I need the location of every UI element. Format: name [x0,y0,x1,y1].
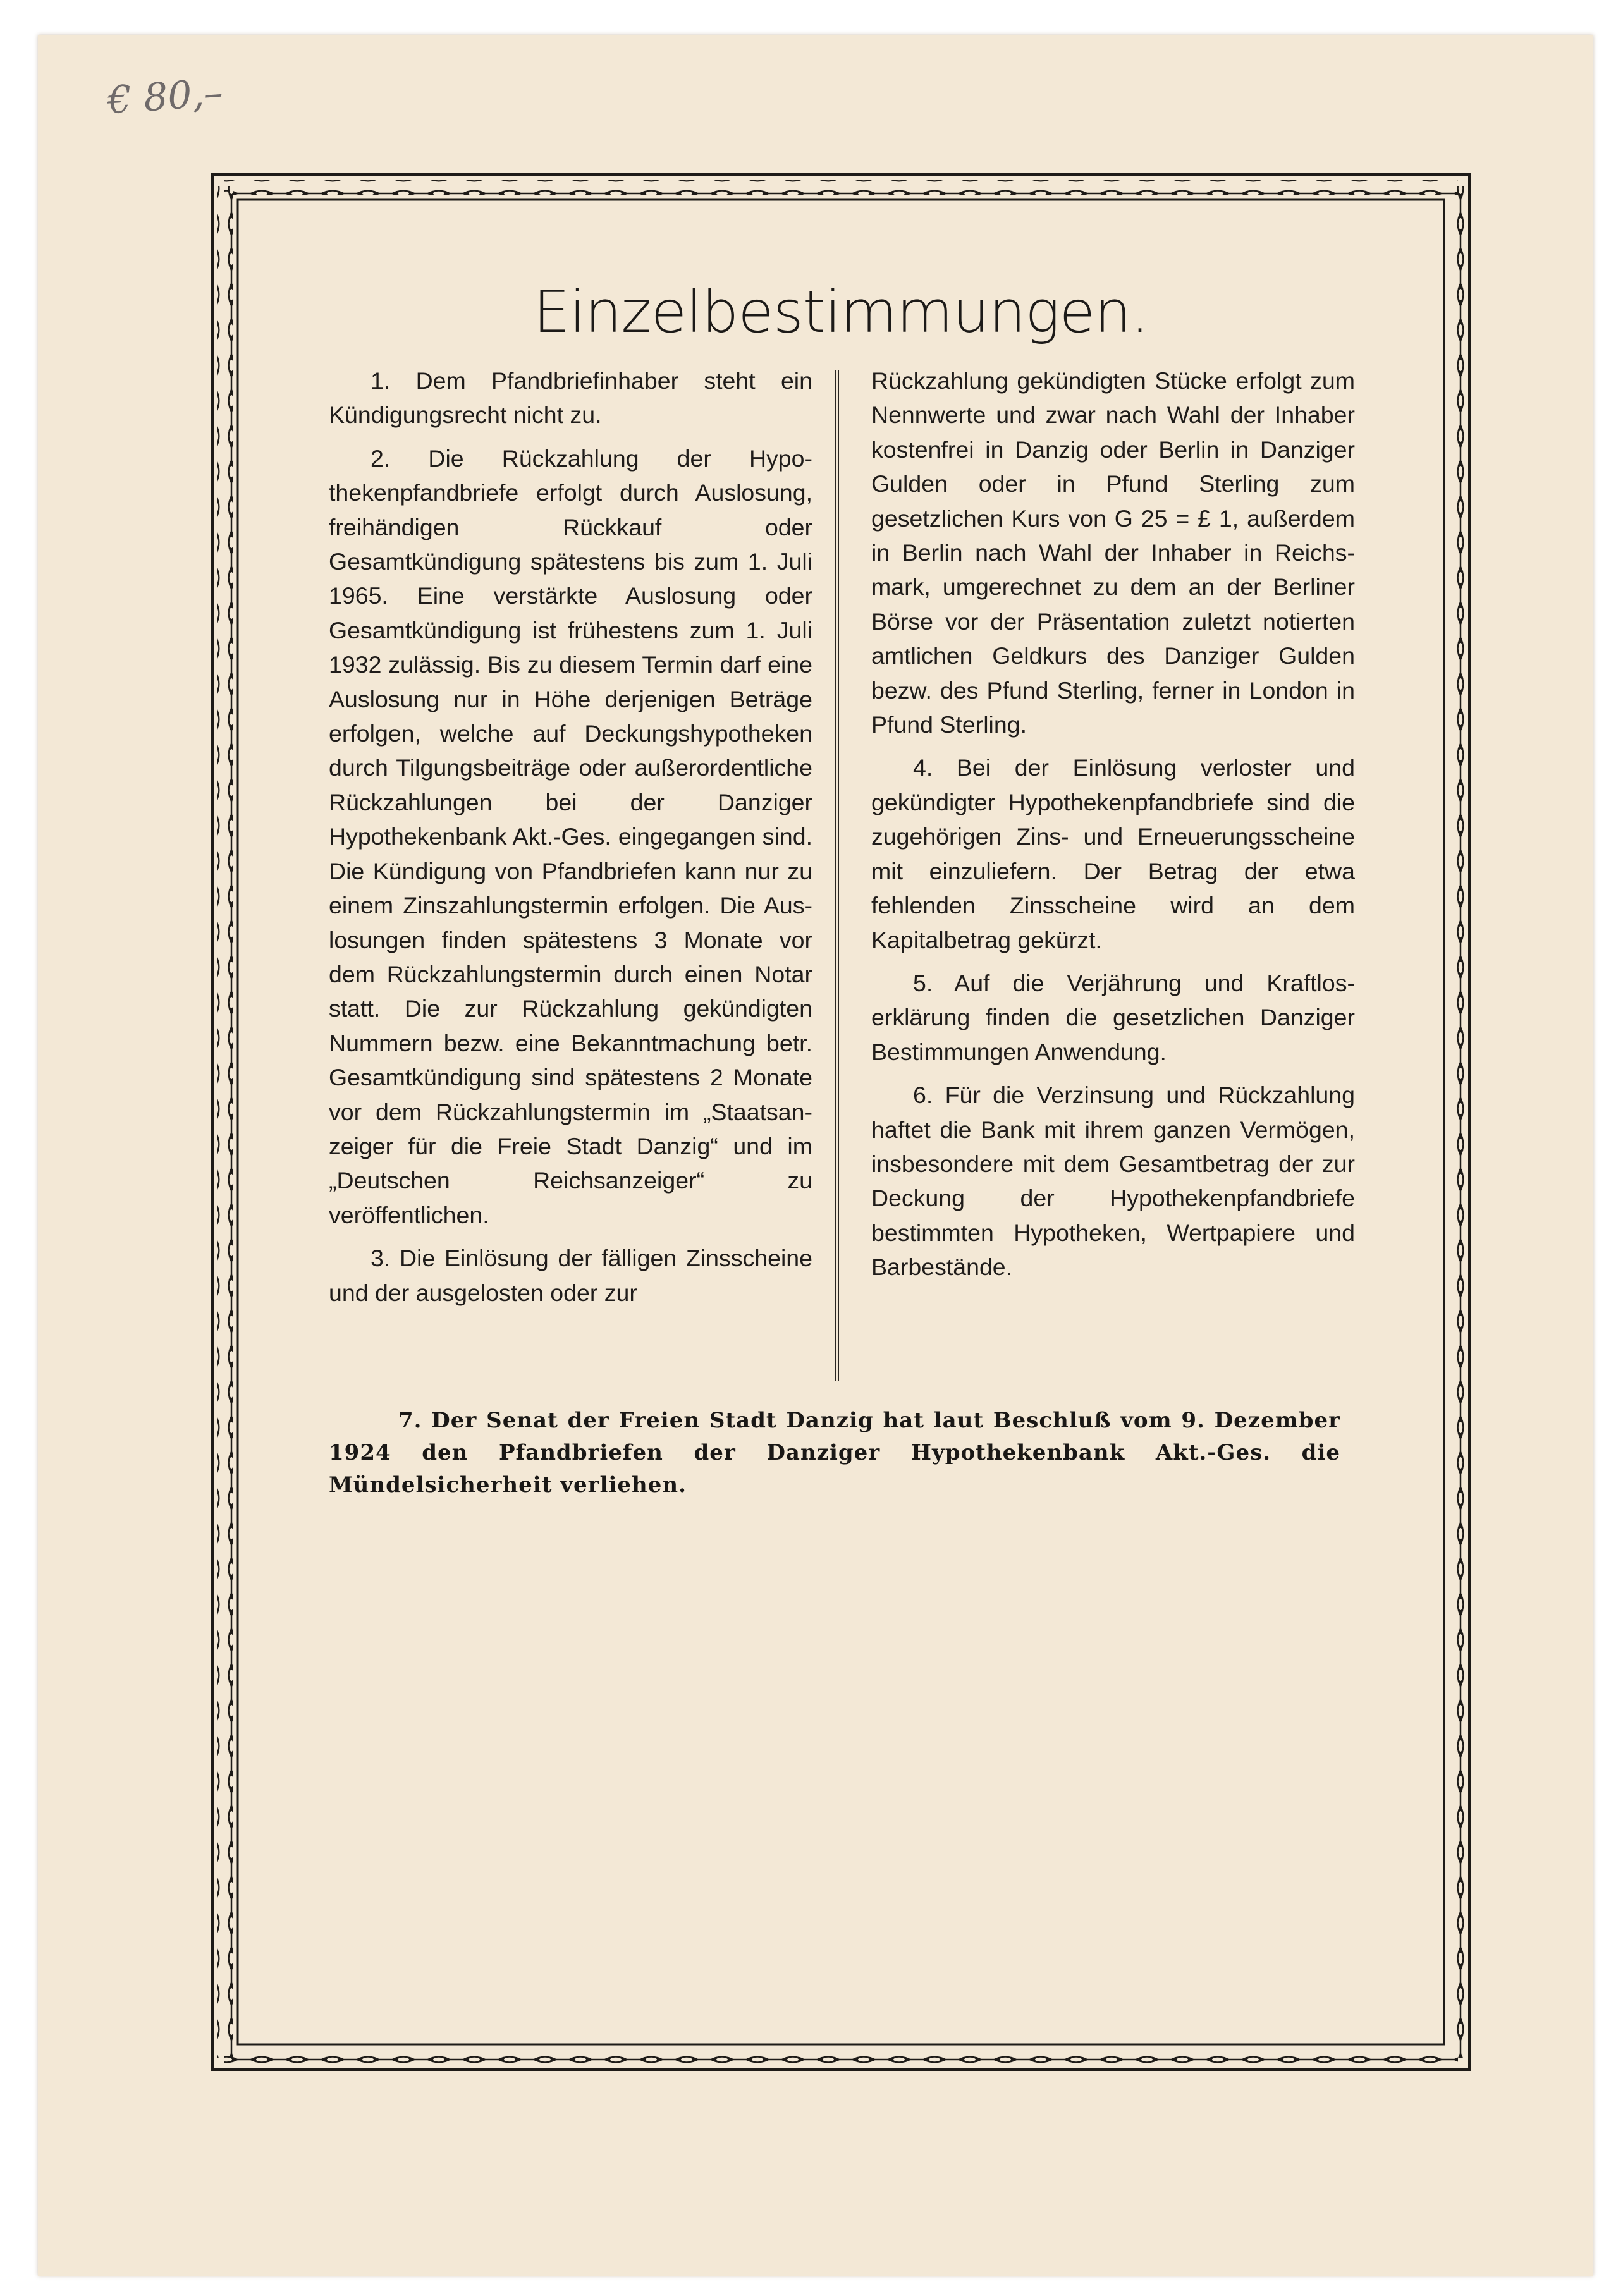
clause-6: 6. Für die Verzinsung und Rückzahlung haftet die Bank mit ihrem ganzen Vermögen, insbesondere mit dem Gesamtbetrag der zur Deckung der Hypothekenpfandbriefe bestimmten Hypotheken, Wertpapiere und Barbestände. [871,1082,1355,1281]
column-divider [835,370,839,1381]
page-title: Einzelbestimmungen. [533,278,1149,346]
clause-3-start: 3. Die Einlösung der fälligen Zinsscheine und der ausgelosten oder zur [329,1245,812,1306]
pencil-price-note: € 80,– [106,70,224,123]
clause-3-continued: Rückzahlung gekündigten Stücke erfolgt zum Nennwerte und zwar nach Wahl der Inhaber kostenfrei in Danzig oder Berlin in Danziger Gulden oder in Pfund Sterling zum gesetzlichen Kurs von G 25 = £ 1, außerdem in Berlin nach Wahl der Inhaber in Reichsmark, umgerechnet zu dem an der Berliner Börse vor der Präsentation zuletzt notierten amtlichen Geldkurs des Danziger Gulden bezw. des Pfund Sterling, ferner in London in Pfund Sterling. [871,367,1355,738]
clause-5: 5. Auf die Verjährung und Kraftloserklärung finden die gesetzlichen Danziger Bestimmungen Anwendung. [871,969,1355,1065]
right-column [871,363,1355,1293]
clause-2: 2. Die Rückzahlung der Hypothekenpfandbriefe erfolgt durch Auslosung, freihändigen Rückkauf oder Gesamtkündigung spätestens bis zum 1. Juli 1965. Eine verstärkte Auslosung oder Gesamtkündigung ist frühestens zum 1. Juli 1932 zulässig. Bis zu diesem Termin darf eine Auslosung nur in Höhe derjenigen Beträge erfolgen, welche auf Deckungshypotheken durch Tilgungsbeiträge oder außerordentliche Rückzahlungen bei der Danziger Hypothekenbank Akt.-Ges. eingegangen sind. Die Kündigung von Pfandbriefen kann nur zu einem Zinszahlungstermin erfolgen. Die Auslosungen finden spätestens 3 Monate vor dem Rückzahlungstermin durch einen Notar statt. Die zur Rückzahlung gekündigten Nummern bezw. eine Bekanntmachung betr. Gesamtkündigung sind spätestens 2 Monate vor dem Rückzahlungstermin im „Staatsanzeiger für die Freie Stadt Danzig“ und im „Deutschen Reichsanzeiger“ zu veröffentlichen. [329,444,812,1228]
clause-1: 1. Dem Pfandbriefinhaber steht ein Kündigungsrecht nicht zu. [329,367,812,429]
left-column [329,363,812,1319]
clause-4: 4. Bei der Einlösung verloster und gekündigter Hypothekenpfandbriefe sind die zugehörigen Zins- und Erneuerungsscheine mit einzuliefern. Der Betrag der etwa fehlenden Zinsscheine wird an dem Kapitalbetrag gekürzt. [871,754,1355,953]
clause-7-senate-note: 7. Der Senat der Freien Stadt Danzig hat laut Beschluß vom 9. Dezember 1924 den Pfandbriefen der Danziger Hypothekenbank Akt.-Ges. die Mündelsicherheit verliehen. [329,1408,1340,1498]
